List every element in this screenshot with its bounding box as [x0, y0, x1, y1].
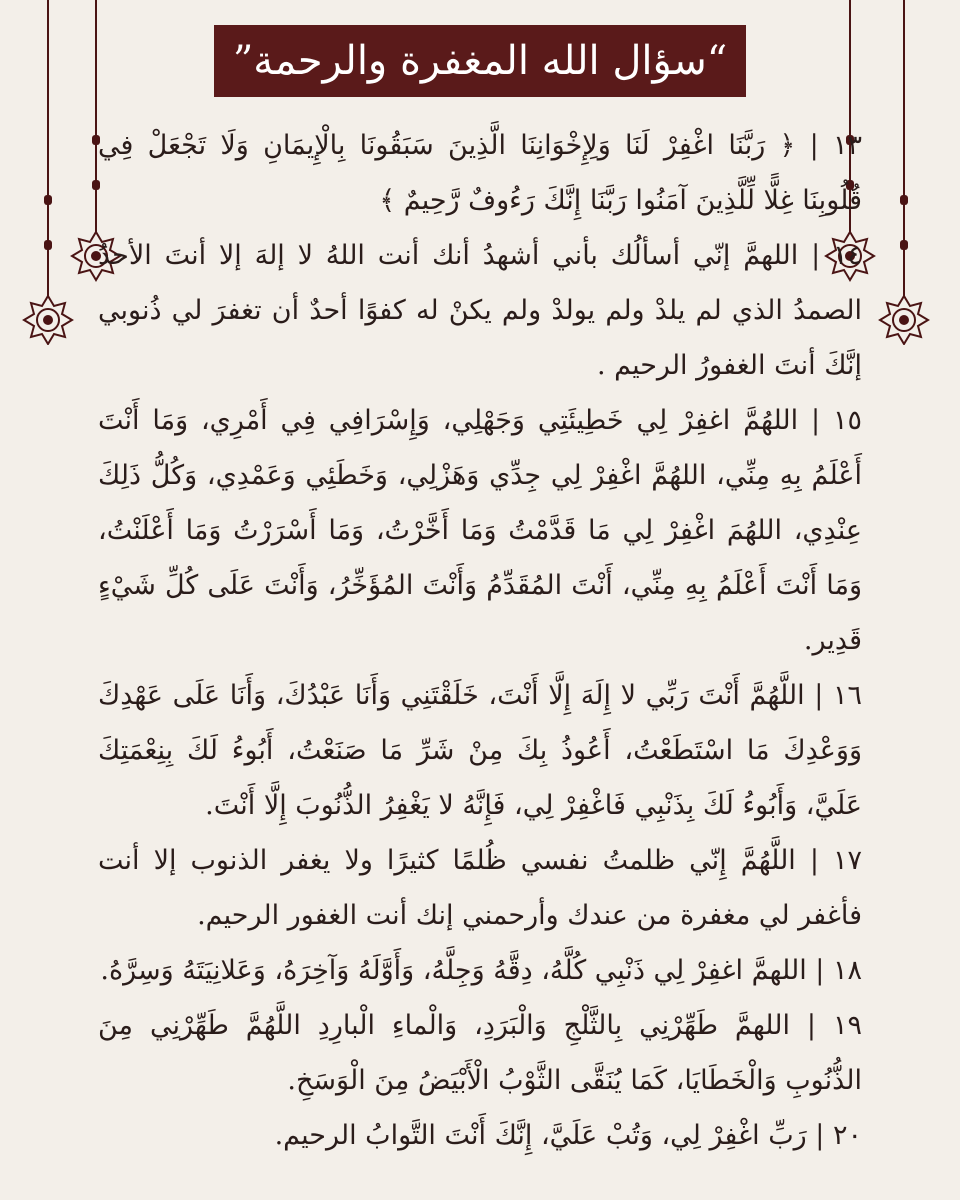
dua-item [98, 393, 862, 668]
dua-item [98, 228, 862, 393]
dua-item [98, 833, 862, 943]
dua-separator: | [806, 955, 833, 986]
dua-text: اللَّهُمَّ أَنْتَ رَبِّي لا إِلَهَ إِلَّا أَنْتَ، خَلَقْتَنِي وَأَنَا عَبْدُكَ، وَأَنَا عَلَى عَهْدِكَ وَوَعْدِكَ مَا اسْتَطَعْتُ، أَعُوذُ بِكَ مِنْ شَرِّ مَا صَنَعْتُ، أَبُوءُ لَكَ بِنِعْمَتِكَ عَلَيَّ، وَأَبُوءُ لَكَ بِذَنْبِي فَاغْفِرْ لِي، فَإِنَّهُ لا يَغْفِرُ الذُّنُوبَ إِلَّا أَنْتَ. [98, 680, 862, 821]
dua-separator: | [795, 130, 833, 161]
hanging-lantern-icon [878, 0, 930, 345]
dua-separator: | [806, 1120, 833, 1151]
dua-number: ١٧ [832, 845, 862, 876]
dua-text: اللهمَّ إنّي أسألُك بأني أشهدُ أنك أنت اللهُ لا إلهَ إلا أنتَ الأحدُ الصمدُ الذي لم يلدْ ولم يولدْ ولم يكنْ له كفوًا أحدٌ أن تغفرَ لي ذُنوبي إنَّكَ أنتَ الغفورُ الرحيم . [98, 240, 862, 381]
page-title: “سؤال الله المغفرة والرحمة” [232, 38, 728, 84]
dua-text: رَبِّ اغْفِرْ لِي، وَتُبْ عَلَيَّ، إِنَّكَ أَنْتَ التَّوابُ الرحيم. [274, 1120, 807, 1151]
dua-separator: | [798, 405, 833, 436]
title-banner [214, 25, 746, 97]
dua-text: اللَّهُمَّ إِنّي ظلمتُ نفسي ظُلمًا كثيرًا ولا يغفر الذنوب إلا أنت فأغفر لي مغفرة من عندك وأرحمني إنك أنت الغفور الرحيم. [98, 845, 862, 931]
dua-item [98, 118, 862, 228]
dua-number: ١٩ [832, 1010, 862, 1041]
dua-number: ١٥ [832, 405, 862, 436]
dua-number: ١٤ [832, 240, 862, 271]
dua-item [98, 943, 862, 998]
dua-number: ٢٠ [832, 1120, 862, 1151]
dua-text: اللهمَّ طَهِّرْنِي بِالثَّلْجِ وَالْبَرَدِ، وَالْماءِ الْبارِدِ اللَّهُمَّ طَهِّرْنِي مِنَ الذُّنُوبِ وَالْخَطَايَا، كَمَا يُنَقَّى الثَّوْبُ الْأَبْيَضُ مِنَ الْوَسَخِ. [98, 1010, 862, 1096]
hanging-lantern-icon [22, 0, 74, 345]
dua-number: ١٨ [832, 955, 862, 986]
dua-text: اللهمَّ اغفِرْ لِي ذَنْبِي كُلَّهُ، دِقَّهُ وَجِلَّهُ، وَأَوَّلَهُ وَآخِرَهُ، وَعَلانِيَتَهُ وَسِرَّهُ. [100, 955, 807, 986]
dua-separator: | [798, 240, 833, 271]
dua-text: ﴿ رَبَّنَا اغْفِرْ لَنَا وَلِإِخْوَانِنَا الَّذِينَ سَبَقُونَا بِالْإِيمَانِ وَلَا تَجْعَلْ فِي قُلُوبِنَا غِلًّا لِّلَّذِينَ آمَنُوا رَبَّنَا إِنَّكَ رَءُوفٌ رَّحِيمٌ ﴾ [98, 130, 862, 216]
dua-item [98, 1108, 862, 1163]
dua-number: ١٣ [832, 130, 862, 161]
dua-number: ١٦ [833, 680, 863, 711]
dua-separator: | [795, 845, 833, 876]
dua-list [98, 118, 862, 1163]
dua-separator: | [804, 680, 833, 711]
dua-text: اللهُمَّ اغفِرْ لِي خَطِيئَتِي وَجَهْلِي، وَإِسْرَافِي فِي أَمْرِي، وَمَا أَنْتَ أَعْلَمُ بِهِ مِنِّي، اللهُمَّ اغْفِرْ لِي جِدِّي وَهَزْلِي، وَخَطَئِي وَعَمْدِي، وَكُلُّ ذَلِكَ عِنْدِي، اللهُمَ اغْفِرْ لِي مَا قَدَّمْتُ وَمَا أَخَّرْتُ، وَمَا أَسْرَرْتُ وَمَا أَعْلَنْتُ، وَمَا أَنْتَ أَعْلَمُ بِهِ مِنِّي، أَنْتَ المُقَدِّمُ وَأَنْتَ المُؤَخِّرُ، وَأَنْتَ عَلَى كُلِّ شَيْءٍ قَدِير. [98, 405, 862, 656]
dua-separator: | [789, 1010, 833, 1041]
dua-item [98, 998, 862, 1108]
dua-item [98, 668, 862, 833]
